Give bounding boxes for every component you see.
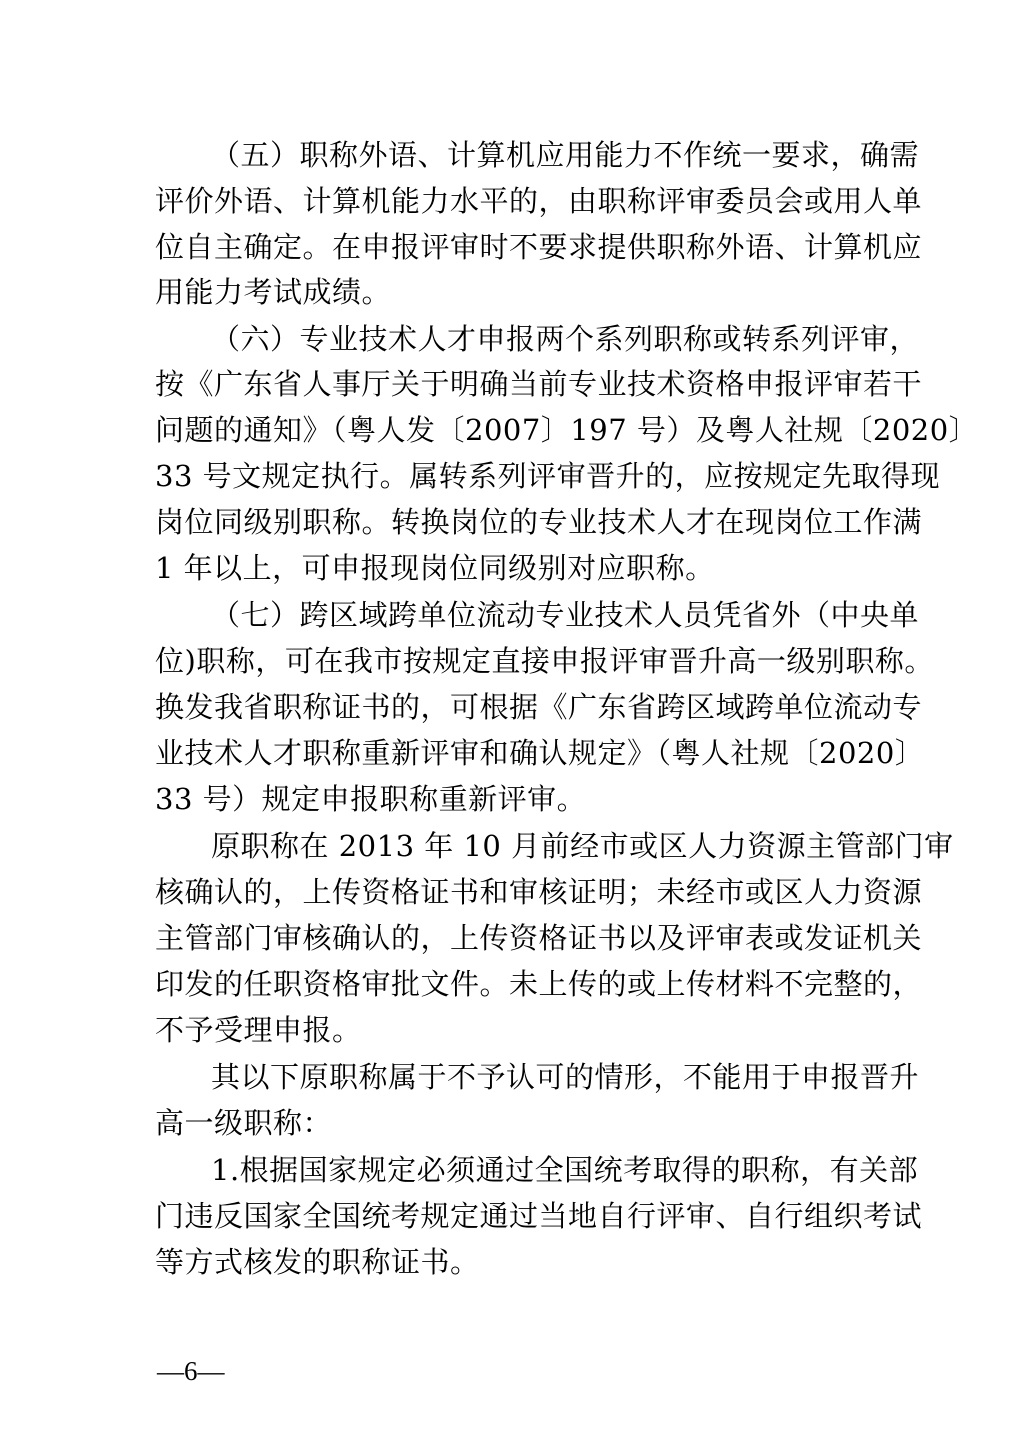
paragraph-5-line-2: 评价外语、计算机能力水平的，由职称评审委员会或用人单 xyxy=(155,184,923,218)
item-1-line-3: 等方式核发的职称证书。 xyxy=(155,1245,480,1279)
item-1-line-1: 1.根据国家规定必须通过全国统考取得的职称，有关部 xyxy=(211,1153,919,1187)
paragraph-original-title-line-2: 核确认的，上传资格证书和审核证明；未经市或区人力资源 xyxy=(155,875,923,909)
paragraph-7-line-2: 位)职称，可在我市按规定直接申报评审晋升高一级别职称。 xyxy=(155,644,934,678)
paragraph-6-line-2: 按《广东省人事厅关于明确当前专业技术资格申报评审若干 xyxy=(155,367,923,401)
paragraph-6-line-5: 岗位同级别职称。转换岗位的专业技术人才在现岗位工作满 xyxy=(155,505,923,539)
paragraph-7-line-4: 业技术人才职称重新评审和确认规定》（粤人社规〔2020〕 xyxy=(155,736,925,770)
paragraph-original-title-line-5: 不予受理申报。 xyxy=(155,1013,362,1047)
paragraph-6-line-6: 1 年以上，可申报现岗位同级别对应职称。 xyxy=(155,551,715,585)
paragraph-original-title-line-3: 主管部门审核确认的，上传资格证书以及评审表或发证机关 xyxy=(155,921,923,955)
paragraph-not-recognized-line-2: 高一级职称： xyxy=(155,1106,333,1140)
paragraph-5-line-4: 用能力考试成绩。 xyxy=(155,275,392,309)
paragraph-7-line-3: 换发我省职称证书的，可根据《广东省跨区域跨单位流动专 xyxy=(155,690,923,724)
paragraph-6-line-4: 33 号文规定执行。属转系列评审晋升的，应按规定先取得现 xyxy=(155,459,941,493)
page-number: —6— xyxy=(157,1356,225,1386)
paragraph-not-recognized-line-1: 其以下原职称属于不予认可的情形，不能用于申报晋升 xyxy=(211,1060,920,1094)
paragraph-5-line-1: （五）职称外语、计算机应用能力不作统一要求，确需 xyxy=(211,138,920,172)
paragraph-original-title-line-1: 原职称在 2013 年 10 月前经市或区人力资源主管部门审 xyxy=(211,829,954,863)
paragraph-7-line-1: （七）跨区域跨单位流动专业技术人员凭省外（中央单 xyxy=(211,598,920,632)
item-1-line-2: 门违反国家全国统考规定通过当地自行评审、自行组织考试 xyxy=(155,1199,923,1233)
paragraph-6-line-3: 问题的通知》（粤人发〔2007〕197 号）及粤人社规〔2020〕 xyxy=(155,413,979,447)
paragraph-7-line-5: 33 号）规定申报职称重新评审。 xyxy=(155,782,587,816)
paragraph-5-line-3: 位自主确定。在申报评审时不要求提供职称外语、计算机应 xyxy=(155,230,923,264)
paragraph-original-title-line-4: 印发的任职资格审批文件。未上传的或上传材料不完整的， xyxy=(155,967,923,1001)
paragraph-6-line-1: （六）专业技术人才申报两个系列职称或转系列评审， xyxy=(211,322,920,356)
